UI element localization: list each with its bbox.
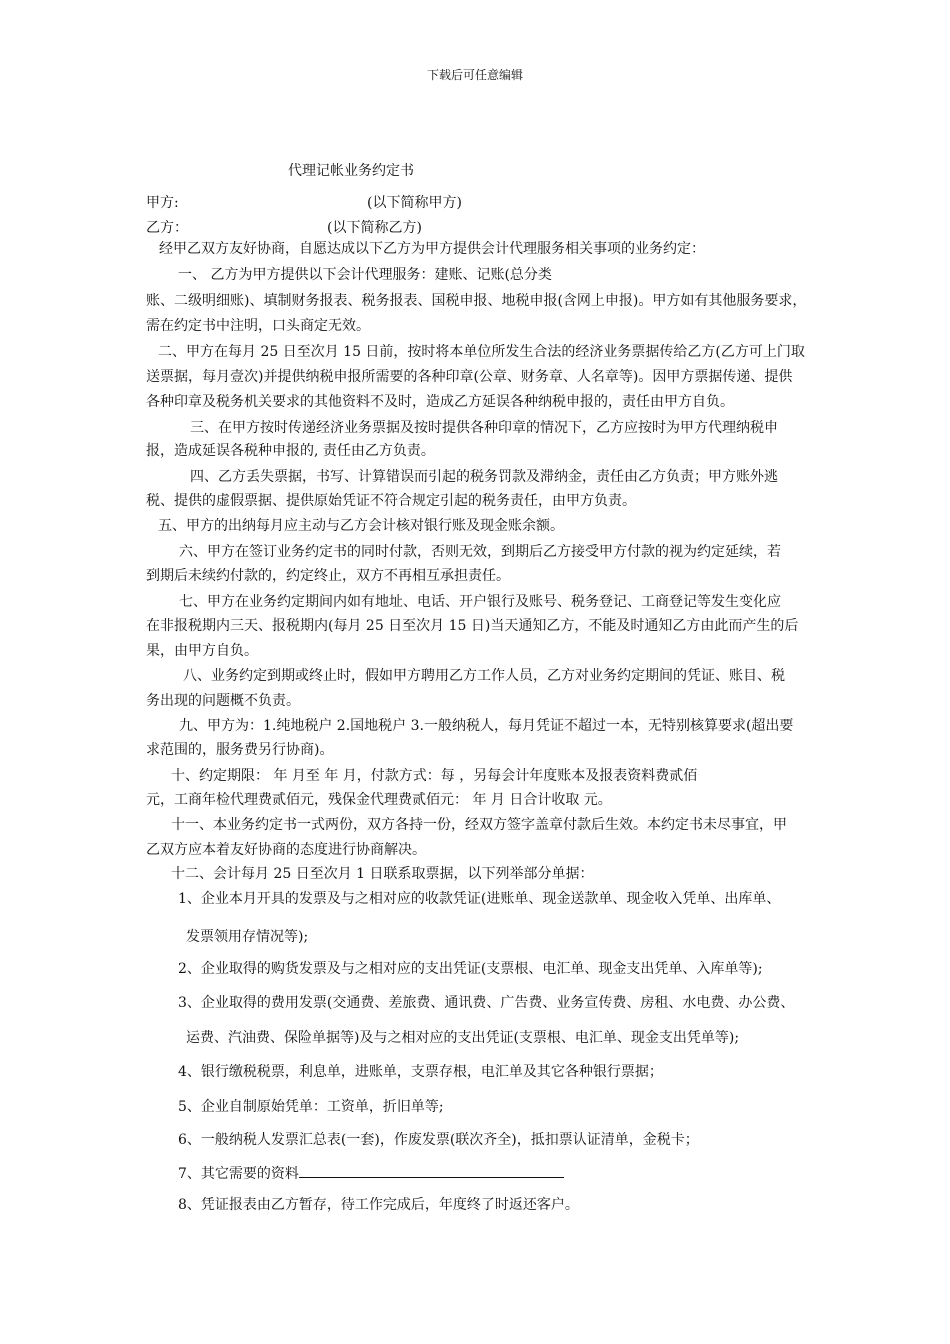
clause-8-line-1: 八、业务约定到期或终止时，假如甲方聘用乙方工作人员，乙方对业务约定期间的凭证、账目、税	[183, 668, 785, 684]
party-b-note: (以下简称乙方)	[327, 220, 422, 236]
page-header: 下载后可任意编辑	[426, 68, 523, 82]
clause-4-line-2: 税、提供的虚假票据、提供原始凭证不符合规定引起的税务责任，由甲方负责。	[146, 493, 636, 509]
clause-12: 十二、会计每月 25 日至次月 1 日联系取票据，以下列举部分单据：	[171, 866, 594, 882]
party-a-label: 甲方:	[146, 195, 179, 211]
party-a-note: (以下简称甲方)	[367, 195, 462, 211]
clause-5: 五、甲方的出纳每月应主动与乙方会计核对银行账及现金账余额。	[158, 518, 564, 534]
clause-9-line-1: 九、甲方为：1.纯地税户 2.国地税户 3.一般纳税人，每月凭证不超过一本，无特别核算要求(超出要	[179, 718, 794, 734]
list-item-1-line-1: 1、企业本月开具的发票及与之相对应的收款凭证(进账单、现金送款单、现金收入凭单、出库单、	[178, 891, 781, 907]
clause-7-line-1: 七、甲方在业务约定期间内如有地址、电话、开户银行及账号、税务登记、工商登记等发生变化应	[179, 594, 781, 610]
clause-2-line-2: 送票据，每月壹次)并提供纳税申报所需要的各种印章(公章、财务章、人名章等)。因甲方票据传递、提供	[146, 369, 793, 385]
clause-7-line-3: 果，由甲方自负。	[146, 643, 258, 659]
fill-in-blank-line	[299, 1163, 564, 1178]
clause-7-line-2: 在非报税期内三天、报税期内(每月 25 日至次月 15 日)当天通知乙方，不能及时通知乙方由此而产生的后	[146, 618, 799, 634]
list-item-1-line-2: 发票领用存情况等);	[186, 929, 309, 945]
clause-10-line-1: 十、约定期限： 年 月至 年 月，付款方式：每 ，另每会计年度账本及报表资料费贰佰	[171, 768, 698, 784]
clause-1-line-2: 账、二级明细账)、填制财务报表、税务报表、国税申报、地税申报(含网上申报)。甲方如有其他服务要求，	[146, 293, 807, 309]
clause-4-line-1: 四、乙方丢失票据，书写、计算错误而引起的税务罚款及滞纳金，责任由乙方负责；甲方账外逃	[190, 469, 778, 485]
list-item-6: 6、一般纳税人发票汇总表(一套)，作废发票(联次齐全)，抵扣票认证清单，金税卡；	[178, 1132, 699, 1148]
list-item-8: 8、凭证报表由乙方暂存，待工作完成后，年度终了时返还客户。	[178, 1197, 579, 1213]
clause-11-line-1: 十一、本业务约定书一式两份，双方各持一份，经双方签字盖章付款后生效。本约定书未尽事宜，甲	[171, 817, 787, 833]
clause-2-line-3: 各种印章及税务机关要求的其他资料不及时，造成乙方延误各种纳税申报的，责任由甲方自负。	[146, 394, 734, 410]
clause-1-line-3: 需在约定书中注明，口头商定无效。	[146, 318, 370, 334]
list-item-3-line-2: 运费、汽油费、保险单据等)及与之相对应的支出凭证(支票根、电汇单、现金支出凭单等);	[186, 1030, 740, 1046]
list-item-7-label: 7、其它需要的资料	[178, 1166, 299, 1182]
clause-8-line-2: 务出现的问题概不负责。	[146, 693, 300, 709]
document-title: 代理记帐业务约定书	[288, 163, 414, 179]
clause-6-line-2: 到期后未续约付款的，约定终止，双方不再相互承担责任。	[146, 568, 510, 584]
party-b-label: 乙方：	[146, 220, 188, 236]
clause-11-line-2: 乙双方应本着友好协商的态度进行协商解决。	[146, 842, 426, 858]
list-item-5: 5、企业自制原始凭单：工资单，折旧单等;	[178, 1099, 444, 1115]
list-item-3-line-1: 3、企业取得的费用发票(交通费、差旅费、通讯费、广告费、业务宣传费、房租、水电费、办公费、	[178, 995, 795, 1011]
list-item-4: 4、银行缴税税票，利息单，进账单，支票存根，电汇单及其它各种银行票据；	[178, 1064, 663, 1080]
clause-10-line-2: 元，工商年检代理费贰佰元，残保金代理费贰佰元： 年 月 日合计收取 元。	[146, 792, 612, 808]
clause-3-line-1: 三、在甲方按时传递经济业务票据及按时提供各种印章的情况下，乙方应按时为甲方代理纳税申	[190, 420, 778, 436]
clause-3-line-2: 报，造成延误各税种申报的, 责任由乙方负责。	[146, 443, 435, 459]
intro-paragraph: 经甲乙双方友好协商，自愿达成以下乙方为甲方提供会计代理服务相关事项的业务约定：	[159, 241, 705, 257]
list-item-2: 2、企业取得的购货发票及与之相对应的支出凭证(支票根、电汇单、现金支出凭单、入库单等);	[178, 961, 763, 977]
clause-6-line-1: 六、甲方在签订业务约定书的同时付款，否则无效，到期后乙方接受甲方付款的视为约定延续，若	[179, 544, 781, 560]
clause-2-line-1: 二、甲方在每月 25 日至次月 15 日前，按时将本单位所发生合法的经济业务票据传给乙方(乙方可上门取	[158, 344, 805, 360]
list-item-7	[178, 1163, 564, 1184]
clause-9-line-2: 求范围的，服务费另行协商)。	[146, 742, 334, 758]
clause-1-line-1: 一、 乙方为甲方提供以下会计代理服务：建账、记账(总分类	[178, 267, 552, 283]
